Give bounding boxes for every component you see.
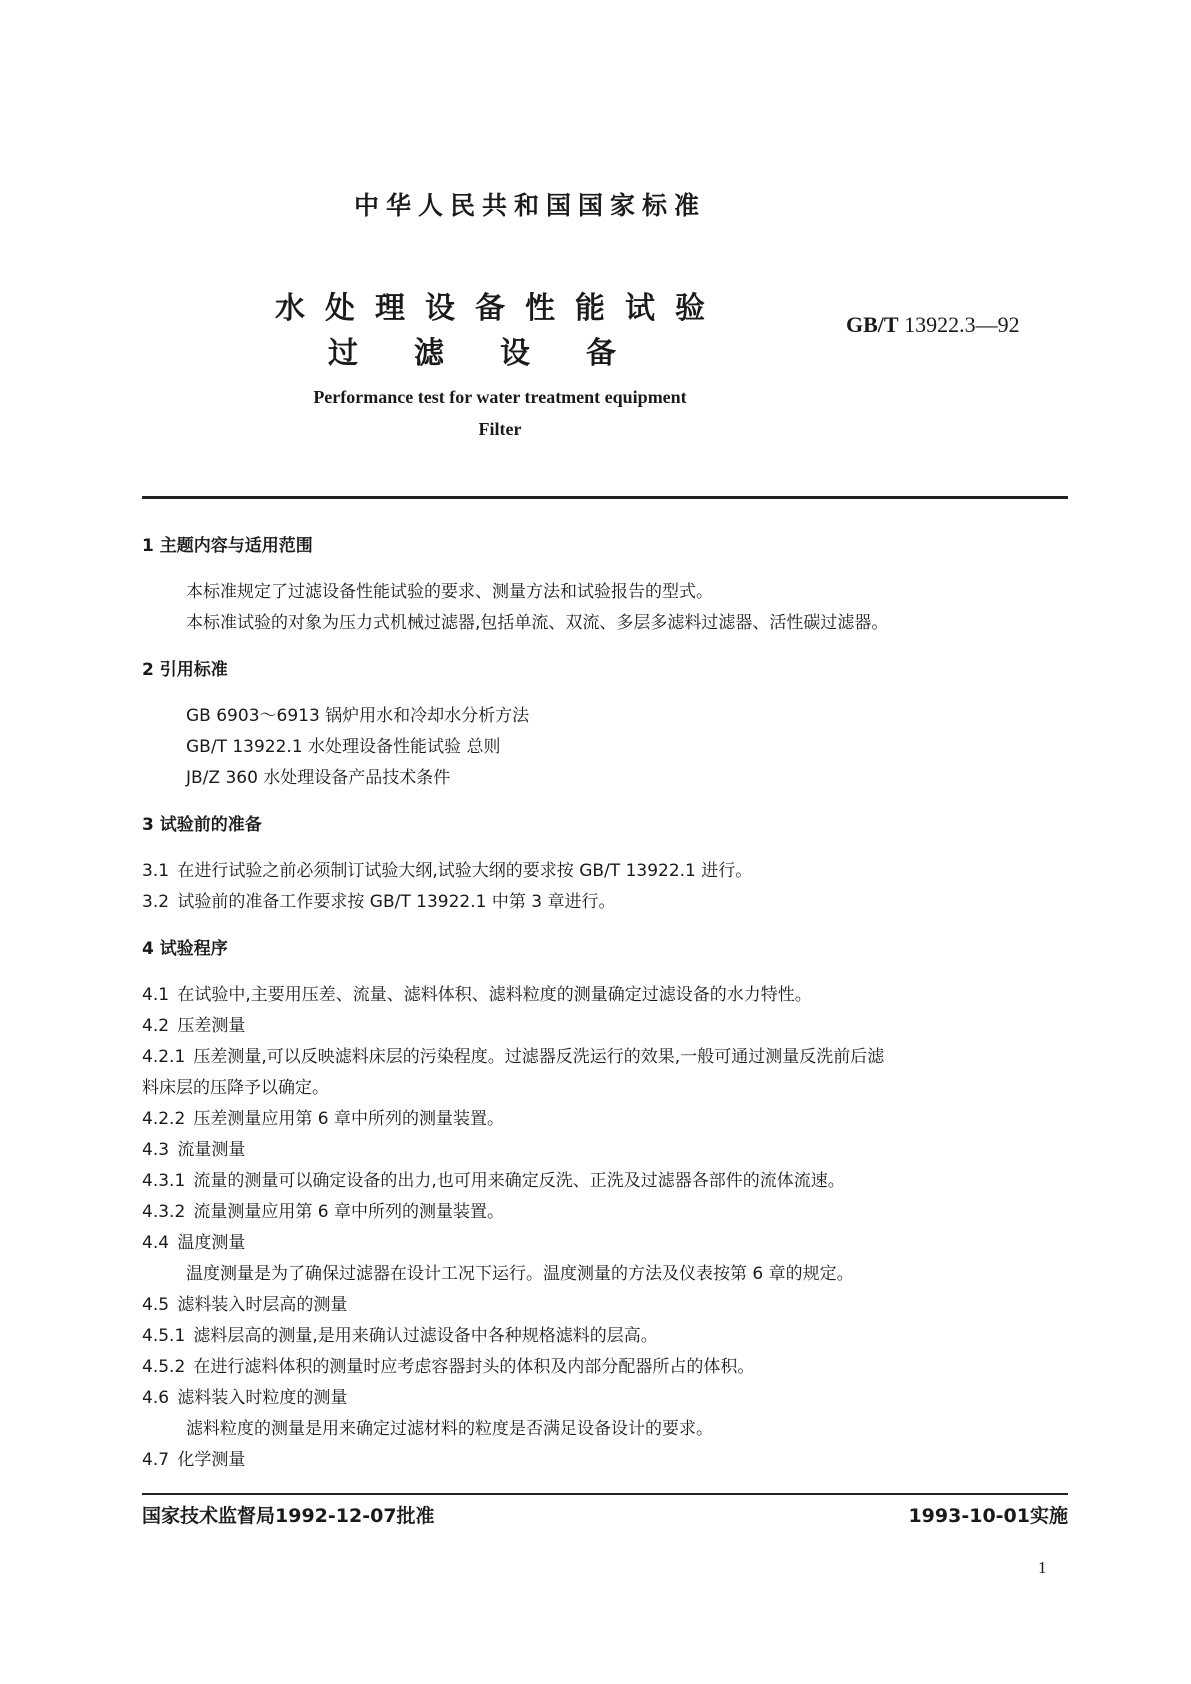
clause-number: 4.7 — [142, 1450, 170, 1470]
section-2-heading: 2 引用标准 — [142, 660, 228, 680]
clause-text: 在进行滤料体积的测量时应考虑容器封头的体积及内部分配器所占的体积。 — [193, 1357, 755, 1377]
clause-text: 试验前的准备工作要求按 GB/T 13922.1 中第 3 章进行。 — [177, 892, 616, 912]
clause-3-1 — [142, 856, 752, 881]
clause-text: 化学测量 — [177, 1450, 246, 1470]
standard-code: 13922.3—92 — [904, 312, 1020, 337]
clause-4-3-2 — [142, 1197, 504, 1222]
clause-number: 4.2.1 — [142, 1047, 186, 1067]
clause-text: 压差测量,可以反映滤料床层的污染程度。过滤器反洗运行的效果,一般可通过测量反洗前后滤 — [193, 1047, 885, 1067]
section-1-paragraph: 本标准规定了过滤设备性能试验的要求、测量方法和试验报告的型式。 — [186, 582, 713, 602]
effective-date: 1993-10-01实施 — [908, 1505, 1068, 1527]
clause-4-2-1 — [142, 1042, 884, 1067]
page-number: 1 — [1038, 1558, 1047, 1577]
clause-text: 温度测量 — [177, 1233, 246, 1253]
section-3-heading: 3 试验前的准备 — [142, 815, 262, 835]
clause-4-2 — [142, 1011, 245, 1036]
clause-4-4 — [142, 1228, 245, 1253]
clause-text: 滤料装入时粒度的测量 — [177, 1388, 348, 1408]
clause-number: 3.1 — [142, 861, 170, 881]
clause-number: 4.5.2 — [142, 1357, 186, 1377]
clause-4-7 — [142, 1445, 245, 1470]
approval-date: 国家技术监督局1992-12-07批准 — [142, 1505, 435, 1527]
section-1-paragraph: 本标准试验的对象为压力式机械过滤器,包括单流、双流、多层多滤料过滤器、活性碳过滤器。 — [186, 613, 889, 633]
clause-text: 在进行试验之前必须制订试验大纲,试验大纲的要求按 GB/T 13922.1 进行。 — [177, 861, 753, 881]
clause-4-2-1-continued: 料床层的压降予以确定。 — [142, 1078, 329, 1098]
clause-number: 4.2 — [142, 1016, 170, 1036]
clause-4-1 — [142, 980, 812, 1005]
reference-item: GB 6903～6913 锅炉用水和冷却水分析方法 — [186, 706, 530, 726]
clause-number: 4.1 — [142, 985, 170, 1005]
clause-number: 4.2.2 — [142, 1109, 186, 1129]
clause-number: 4.3.1 — [142, 1171, 186, 1191]
clause-number: 4.5.1 — [142, 1326, 186, 1346]
clause-text: 流量测量应用第 6 章中所列的测量装置。 — [193, 1202, 505, 1222]
footer-rule — [142, 1493, 1068, 1495]
clause-4-3 — [142, 1135, 245, 1160]
clause-number: 4.6 — [142, 1388, 170, 1408]
clause-text: 滤料层高的测量,是用来确认过滤设备中各种规格滤料的层高。 — [193, 1326, 658, 1346]
national-standard-label: 中华人民共和国国家标准 — [353, 191, 706, 220]
clause-text: 滤料装入时层高的测量 — [177, 1295, 348, 1315]
clause-4-6-paragraph: 滤料粒度的测量是用来确定过滤材料的粒度是否满足设备设计的要求。 — [186, 1419, 713, 1439]
clause-4-5 — [142, 1290, 347, 1315]
clause-number: 4.3.2 — [142, 1202, 186, 1222]
clause-4-5-1 — [142, 1321, 658, 1346]
standard-prefix: GB/T — [846, 312, 899, 337]
header-rule — [142, 496, 1068, 499]
clause-text: 在试验中,主要用压差、流量、滤料体积、滤料粒度的测量确定过滤设备的水力特性。 — [177, 985, 812, 1005]
clause-4-6 — [142, 1383, 347, 1408]
clause-number: 4.4 — [142, 1233, 170, 1253]
title-en-line2: Filter — [478, 419, 522, 439]
clause-4-4-paragraph: 温度测量是为了确保过滤器在设计工况下运行。温度测量的方法及仪表按第 6 章的规定。 — [186, 1264, 854, 1284]
clause-3-2 — [142, 887, 616, 912]
standard-number — [846, 312, 1020, 338]
title-zh-line2: 过滤设备 — [328, 336, 672, 371]
clause-number: 4.3 — [142, 1140, 170, 1160]
title-zh-line1: 水处理设备性能试验 — [275, 291, 725, 326]
title-en-line1: Performance test for water treatment equipment — [313, 387, 687, 407]
clause-number: 3.2 — [142, 892, 170, 912]
clause-text: 流量测量 — [177, 1140, 246, 1160]
reference-item: JB/Z 360 水处理设备产品技术条件 — [186, 768, 451, 788]
clause-text: 压差测量应用第 6 章中所列的测量装置。 — [193, 1109, 505, 1129]
section-4-heading: 4 试验程序 — [142, 939, 228, 959]
reference-item: GB/T 13922.1 水处理设备性能试验 总则 — [186, 737, 501, 757]
section-1-heading: 1 主题内容与适用范围 — [142, 536, 313, 556]
clause-text: 压差测量 — [177, 1016, 246, 1036]
clause-4-5-2 — [142, 1352, 754, 1377]
clause-4-2-2 — [142, 1104, 504, 1129]
clause-number: 4.5 — [142, 1295, 170, 1315]
clause-4-3-1 — [142, 1166, 845, 1191]
clause-text: 流量的测量可以确定设备的出力,也可用来确定反洗、正洗及过滤器各部件的流体流速。 — [193, 1171, 845, 1191]
